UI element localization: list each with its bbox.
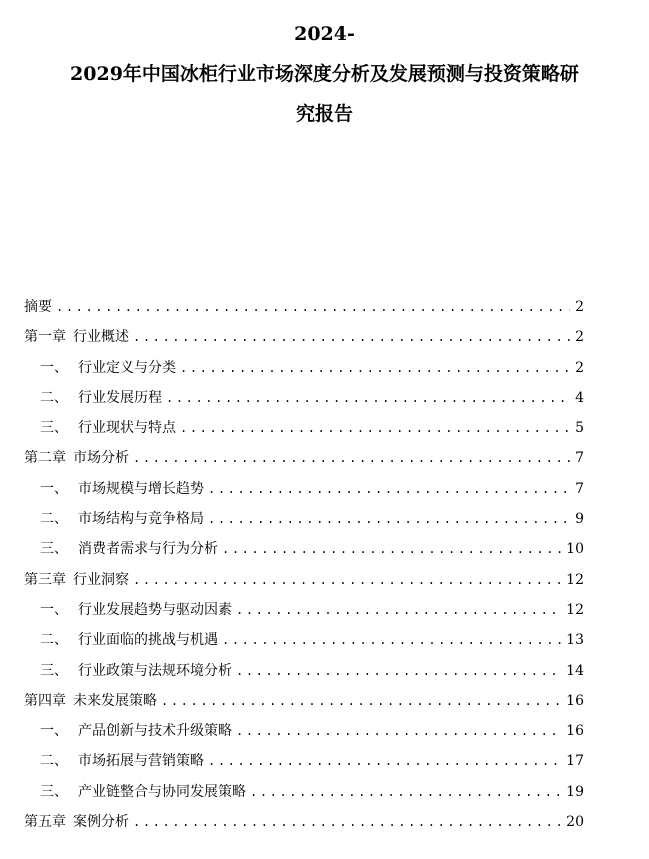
toc-entry-label: 产业链整合与协同发展策略 xyxy=(78,783,246,800)
toc-leader-dots xyxy=(250,782,562,802)
toc-page-number: 17 xyxy=(566,753,584,770)
document-title xyxy=(0,14,649,134)
toc-leader-dots xyxy=(222,539,562,559)
toc-entry-label: 行业现状与特点 xyxy=(78,420,176,437)
toc-entry-label: 行业概述 xyxy=(73,329,129,346)
toc-entry-label: 摘要 xyxy=(24,299,52,315)
toc-entry-label: 市场结构与竞争格局 xyxy=(78,511,204,528)
toc-page-number: 2 xyxy=(575,329,584,346)
table-of-contents xyxy=(24,297,584,842)
toc-entry-section[interactable] xyxy=(24,782,584,812)
toc-entry-section[interactable] xyxy=(24,539,584,569)
toc-entry-label: 行业洞察 xyxy=(73,571,129,588)
toc-page-number: 7 xyxy=(575,450,584,467)
toc-entry-number: 一、 xyxy=(40,480,68,497)
toc-entry-label: 案例分析 xyxy=(73,814,129,831)
toc-entry-chapter-3[interactable] xyxy=(24,570,584,600)
toc-entry-number: 一、 xyxy=(40,601,68,618)
toc-entry-section[interactable] xyxy=(24,721,584,751)
toc-page-number: 14 xyxy=(566,662,584,679)
toc-entry-label: 市场分析 xyxy=(73,450,129,467)
toc-entry-section[interactable] xyxy=(24,661,584,691)
toc-page-number: 2 xyxy=(575,299,584,315)
toc-page-number: 20 xyxy=(566,814,584,831)
toc-entry-chapter-1[interactable] xyxy=(24,327,584,357)
toc-page-number: 9 xyxy=(575,511,584,528)
toc-entry-number: 一、 xyxy=(40,359,68,376)
toc-entry-section[interactable] xyxy=(24,600,584,630)
toc-leader-dots xyxy=(133,570,562,590)
toc-page-number: 19 xyxy=(566,783,584,800)
toc-leader-dots xyxy=(133,812,562,832)
title-line-2: 2029年中国冰柜行业市场深度分析及发展预测与投资策略研 xyxy=(70,63,579,85)
toc-page-number: 2 xyxy=(575,359,584,376)
toc-leader-dots xyxy=(133,327,570,347)
toc-entry-label: 行业定义与分类 xyxy=(78,359,176,376)
toc-entry-label: 行业面临的挑战与机遇 xyxy=(78,632,218,649)
toc-entry-label: 行业发展历程 xyxy=(78,389,162,406)
toc-leader-dots xyxy=(180,418,570,438)
toc-entry-number: 三、 xyxy=(40,783,68,800)
toc-leader-dots xyxy=(133,448,570,468)
toc-entry-label: 消费者需求与行为分析 xyxy=(78,541,218,558)
toc-entry-section[interactable] xyxy=(24,751,584,781)
toc-entry-number: 二、 xyxy=(40,753,68,770)
toc-entry-section[interactable] xyxy=(24,630,584,660)
toc-page-number: 10 xyxy=(566,541,584,558)
toc-entry-section[interactable] xyxy=(24,479,584,509)
toc-entry-section[interactable] xyxy=(24,418,584,448)
toc-entry-label: 未来发展策略 xyxy=(73,692,157,709)
toc-entry-number: 第三章 xyxy=(24,571,66,588)
toc-page-number: 12 xyxy=(566,571,584,588)
toc-entry-abstract[interactable] xyxy=(24,297,584,327)
toc-leader-dots xyxy=(208,479,570,499)
toc-entry-number: 二、 xyxy=(40,632,68,649)
title-line-3: 究报告 xyxy=(295,103,353,125)
toc-entry-chapter-2[interactable] xyxy=(24,448,584,478)
toc-page-number: 16 xyxy=(566,692,584,709)
title-line-1: 2024- xyxy=(294,23,355,45)
toc-entry-number: 三、 xyxy=(40,420,68,437)
toc-page-number: 12 xyxy=(566,601,584,618)
toc-page-number: 4 xyxy=(575,389,584,406)
toc-page-number: 16 xyxy=(566,723,584,740)
toc-page-number: 7 xyxy=(575,480,584,497)
toc-leader-dots xyxy=(236,600,562,620)
toc-entry-chapter-5[interactable] xyxy=(24,812,584,842)
toc-entry-section[interactable] xyxy=(24,509,584,539)
toc-leader-dots xyxy=(208,751,562,771)
toc-entry-number: 第五章 xyxy=(24,814,66,831)
toc-entry-number: 二、 xyxy=(40,389,68,406)
toc-entry-number: 一、 xyxy=(40,723,68,740)
toc-entry-label: 行业发展趋势与驱动因素 xyxy=(78,601,232,618)
toc-entry-label: 产品创新与技术升级策略 xyxy=(78,723,232,740)
toc-page-number: 13 xyxy=(566,632,584,649)
toc-leader-dots xyxy=(166,388,570,408)
toc-entry-number: 三、 xyxy=(40,662,68,679)
toc-leader-dots xyxy=(180,358,570,378)
toc-leader-dots xyxy=(56,297,570,317)
toc-entry-label: 行业政策与法规环境分析 xyxy=(78,662,232,679)
toc-entry-number: 第一章 xyxy=(24,329,66,346)
toc-entry-section[interactable] xyxy=(24,358,584,388)
toc-leader-dots xyxy=(161,691,562,711)
toc-leader-dots xyxy=(236,721,562,741)
toc-entry-label: 市场规模与增长趋势 xyxy=(78,480,204,497)
toc-entry-label: 市场拓展与营销策略 xyxy=(78,753,204,770)
toc-entry-chapter-4[interactable] xyxy=(24,691,584,721)
toc-entry-number: 二、 xyxy=(40,511,68,528)
toc-page-number: 5 xyxy=(575,420,584,437)
toc-leader-dots xyxy=(222,630,562,650)
toc-entry-number: 三、 xyxy=(40,541,68,558)
toc-entry-number: 第四章 xyxy=(24,692,66,709)
toc-leader-dots xyxy=(208,509,570,529)
toc-entry-section[interactable] xyxy=(24,388,584,418)
toc-leader-dots xyxy=(236,661,562,681)
toc-entry-number: 第二章 xyxy=(24,450,66,467)
